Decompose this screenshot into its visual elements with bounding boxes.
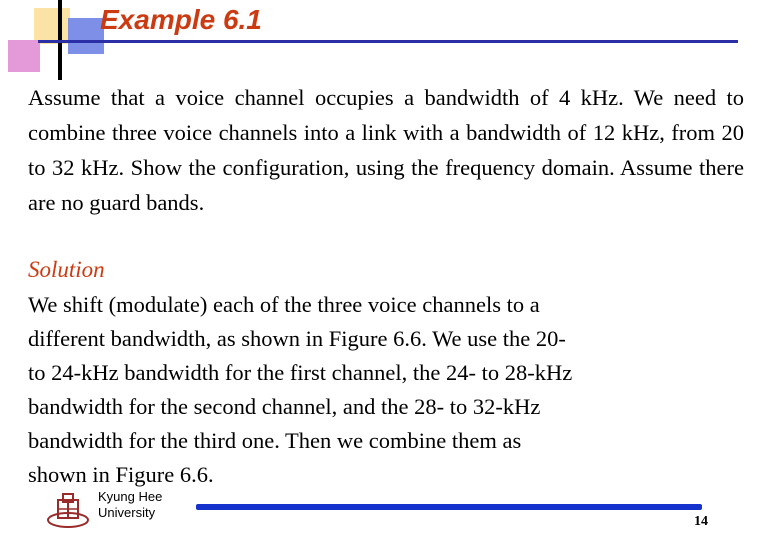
decor-yellow-square <box>34 8 70 44</box>
decor-blue-square <box>68 18 104 54</box>
footer-bar <box>196 504 702 510</box>
page-number: 14 <box>694 514 708 529</box>
title-rule <box>38 40 738 43</box>
solution-line: to 24-kHz bandwidth for the first channel, the 24- to 28-kHz <box>28 360 573 385</box>
solution-line: shown in Figure 6.6. <box>28 462 214 487</box>
solution-line: bandwidth for the second channel, and the 28- to 32-kHz <box>28 394 541 419</box>
university-seal-icon <box>46 490 90 530</box>
problem-paragraph: Assume that a voice channel occupies a bandwidth of 4 kHz. We need to combine three voice channels into a link with a bandwidth of 12 kHz, from 20 to 32 kHz. Show the configuration, using the frequency domain. Assume there are no guard bands. <box>28 85 744 215</box>
university-line-1: Kyung Hee <box>98 489 163 504</box>
decor-pink-square <box>8 40 40 72</box>
solution-paragraph <box>28 288 748 492</box>
solution-label: Solution <box>28 257 105 282</box>
slide-title: Example 6.1 <box>100 4 262 35</box>
university-line-2: University <box>98 505 156 520</box>
solution-line: bandwidth for the third one. Then we combine them as <box>28 428 522 453</box>
university-name <box>98 489 162 521</box>
solution-line: different bandwidth, as shown in Figure 6.6. We use the 20- <box>28 326 566 351</box>
solution-line: We shift (modulate) each of the three voice channels to a <box>28 292 540 317</box>
